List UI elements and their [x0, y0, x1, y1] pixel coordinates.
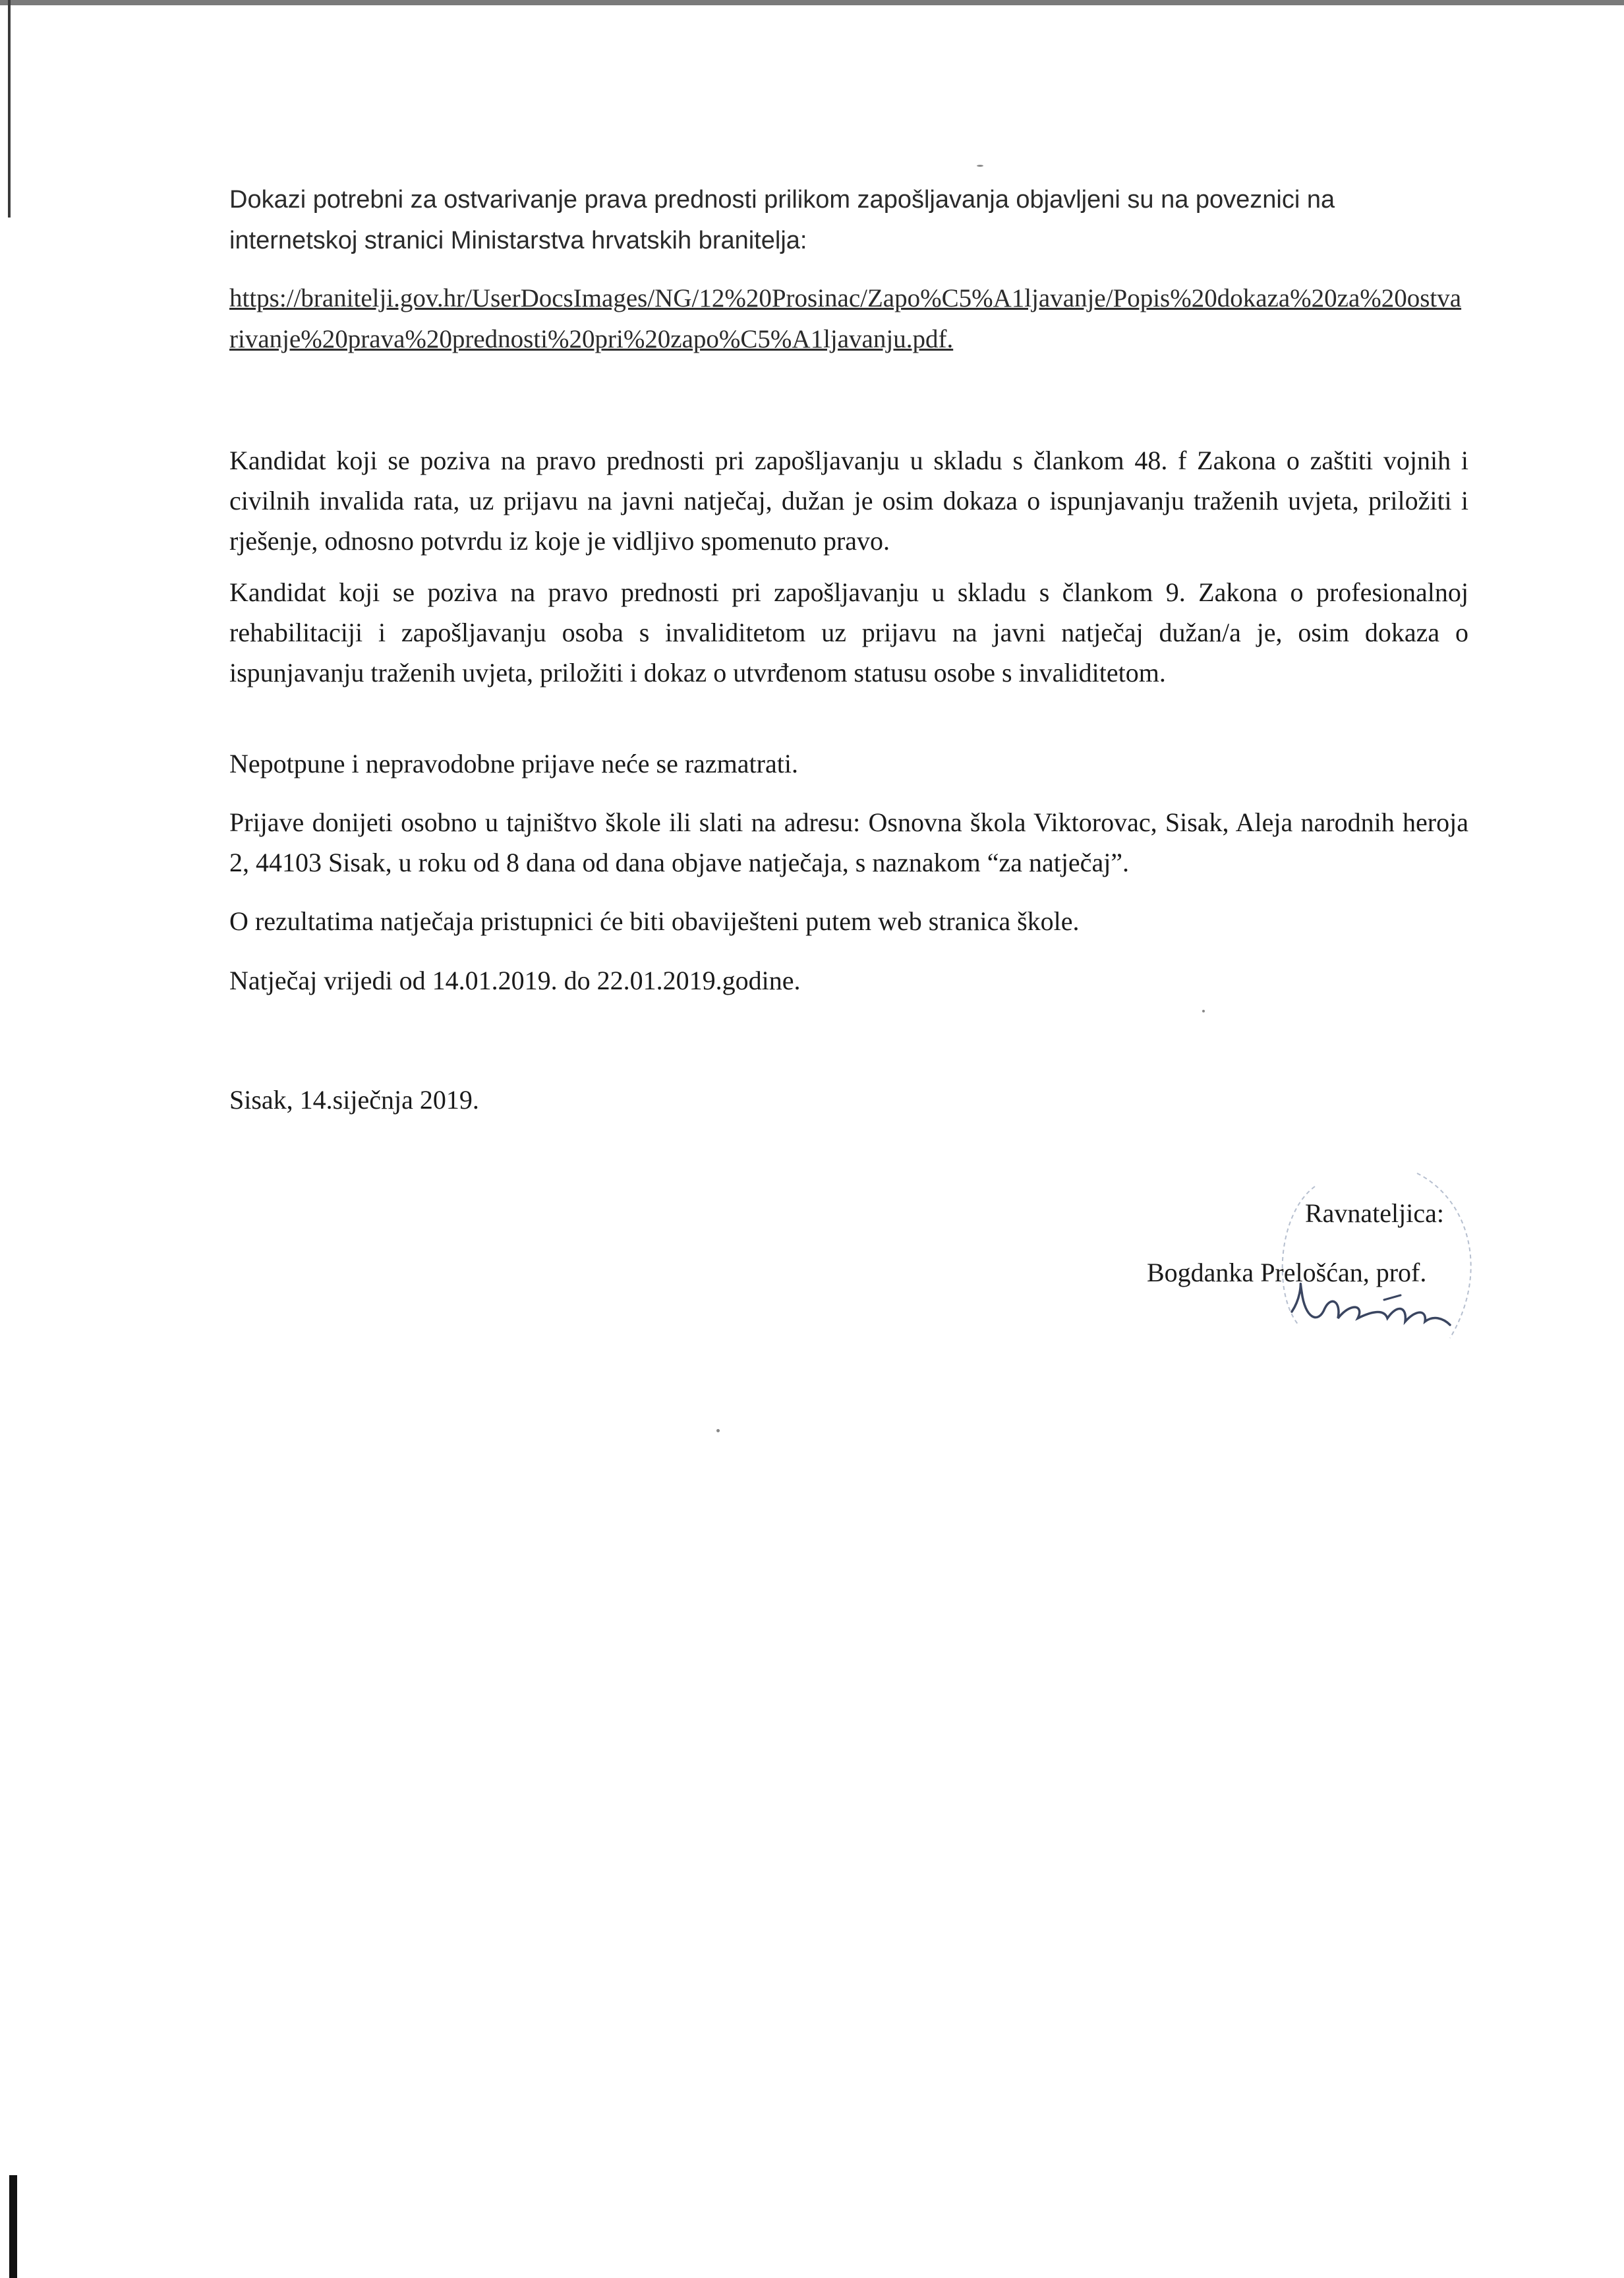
evidence-link[interactable]: https://branitelji.gov.hr/UserDocsImages/NG/12%20Prosinac/Zapo%C5%A1ljavanje/Popis%20dokaza%20za%20ostvarivanje%20prava%20prednosti%20pri%20zapo%C5%A1ljavanju.pdf. — [229, 284, 1462, 353]
scan-speck — [1202, 1010, 1205, 1012]
place-date: Sisak, 14.siječnja 2019. — [229, 1085, 479, 1115]
intro-paragraph: Dokazi potrebni za ostvarivanje prava prednosti prilikom zapošljavanja objavljeni su na poveznici na internetskoj stranici Ministarstva hrvatskih branitelja: — [229, 186, 1335, 254]
scan-mark-bottom-left — [9, 2175, 17, 2278]
scan-edge-top — [0, 0, 1624, 5]
scan-speck — [977, 165, 983, 167]
paragraph-incomplete-applications: Nepotpune i nepravodobne prijave neće se razmatrati. — [229, 749, 798, 778]
handwritten-signature-and-stamp — [1252, 1160, 1516, 1358]
scan-edge-left — [8, 0, 11, 218]
paragraph-validity-period: Natječaj vrijedi od 14.01.2019. do 22.01.2019.godine. — [229, 966, 801, 995]
paragraph-submission-address: Prijave donijeti osobno u tajništvo škole ili slati na adresu: Osnovna škola Viktorovac, Sisak, Aleja narodnih heroja 2, 44103 Sisak, u roku od 8 dana od dana objave natječaja, s naznakom “za natječaj”. — [229, 807, 1468, 877]
paragraph-disability-priority: Kandidat koji se poziva na pravo prednosti pri zapošljavanju u skladu s člankom 9. Zakona o profesionalnoj rehabilitaciji i zapošljavanju osoba s invaliditetom uz prijavu na javni natječaj dužan/a je, osim dokaza o ispunjavanju traženih uvjeta, priložiti i dokaz o utvrđenom statusu osobe s invaliditetom. — [229, 577, 1468, 687]
paragraph-results-notice: O rezultatima natječaja pristupnici će biti obaviješteni putem web stranica škole. — [229, 906, 1080, 936]
paragraph-veterans-priority: Kandidat koji se poziva na pravo prednosti pri zapošljavanju u skladu s člankom 48. f Zakona o zaštiti vojnih i civilnih invalida rata, uz prijavu na javni natječaj, dužan je osim dokaza o ispunjavanju traženih uvjeta, priložiti i rješenje, odnosno potvrdu iz koje je vidljivo spomenuto pravo. — [229, 446, 1468, 556]
signatory-name: Bogdanka Prelošćan, prof. — [1147, 1258, 1427, 1287]
scan-speck — [716, 1429, 720, 1432]
signatory-role: Ravnateljica: — [1305, 1198, 1445, 1228]
